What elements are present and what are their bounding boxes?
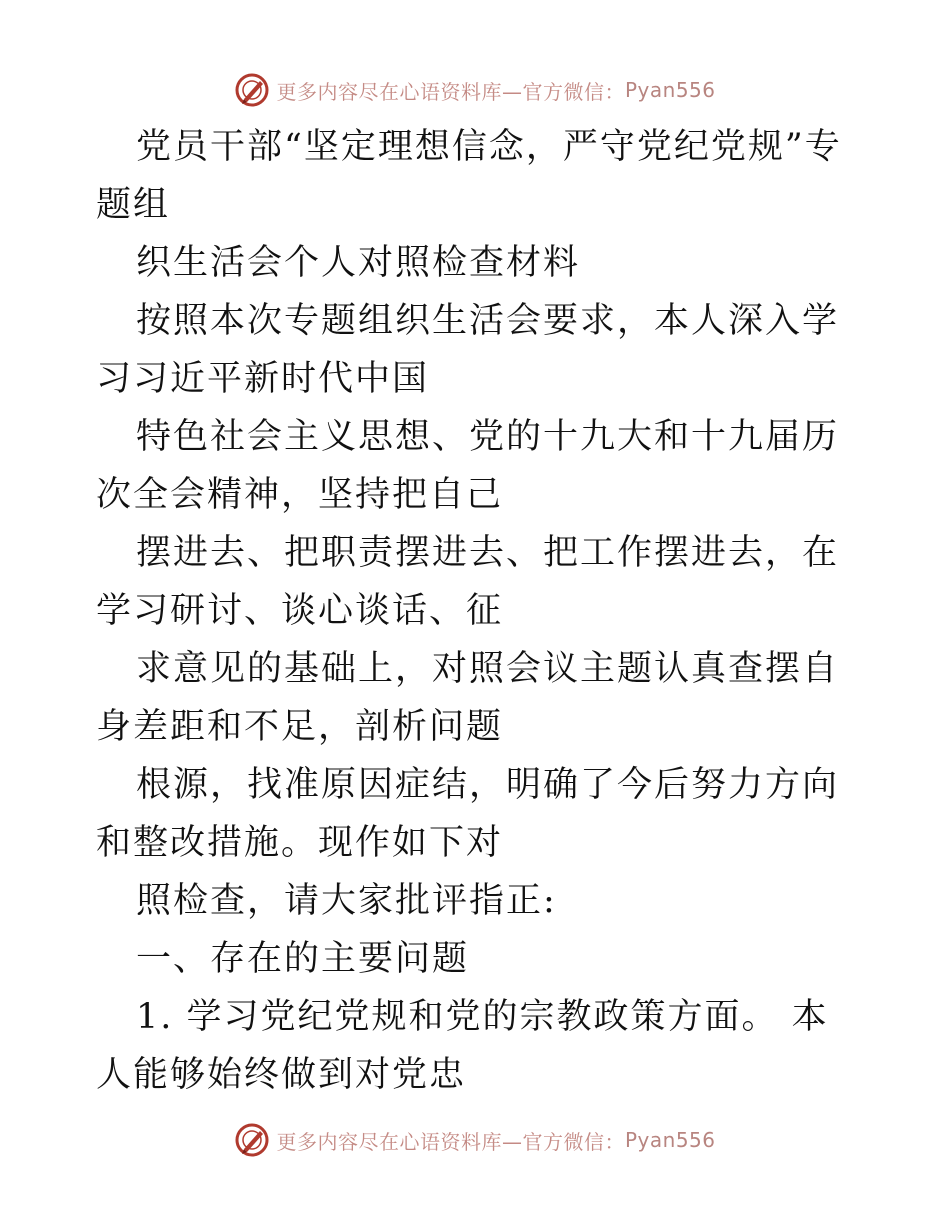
header-watermark-banner (0, 70, 950, 110)
paragraph: 根源，找准原因症结，明确了今后努力方向和整改措施。现作如下对 (96, 765, 840, 863)
paragraph: 摆进去、把职责摆进去、把工作摆进去，在学习研讨、谈心谈话、征 (96, 533, 840, 631)
banner-text: 更多内容尽在心语资料库—官方微信： (276, 79, 625, 104)
pen-seal-logo-icon (234, 72, 270, 108)
pen-seal-logo-icon (234, 1122, 270, 1158)
section-heading: 一、存在的主要问题 (136, 939, 470, 979)
paragraph: 特色社会主义思想、党的十九大和十九届历次全会精神，坚持把自己 (96, 417, 840, 515)
document-body (96, 118, 856, 1104)
banner-text: 更多内容尽在心语资料库—官方微信： (276, 1129, 625, 1154)
paragraph: 按照本次专题组织生活会要求，本人深入学习习近平新时代中国 (96, 301, 840, 399)
paragraph: 织生活会个人对照检查材料 (136, 243, 581, 283)
banner-wechat-id: Pyan556 (624, 78, 716, 102)
paragraph: 求意见的基础上，对照会议主题认真查摆自身差距和不足，剖析问题 (96, 649, 840, 747)
paragraph: 党员干部“坚定理想信念，严守党纪党规”专题组 (96, 127, 842, 225)
paragraph: 1. 学习党纪党规和党的宗教政策方面。 本人能够始终做到对党忠 (96, 997, 829, 1095)
footer-watermark-banner (0, 1120, 950, 1160)
banner-wechat-id: Pyan556 (624, 1128, 716, 1152)
paragraph: 照检查，请大家批评指正: (136, 881, 557, 921)
